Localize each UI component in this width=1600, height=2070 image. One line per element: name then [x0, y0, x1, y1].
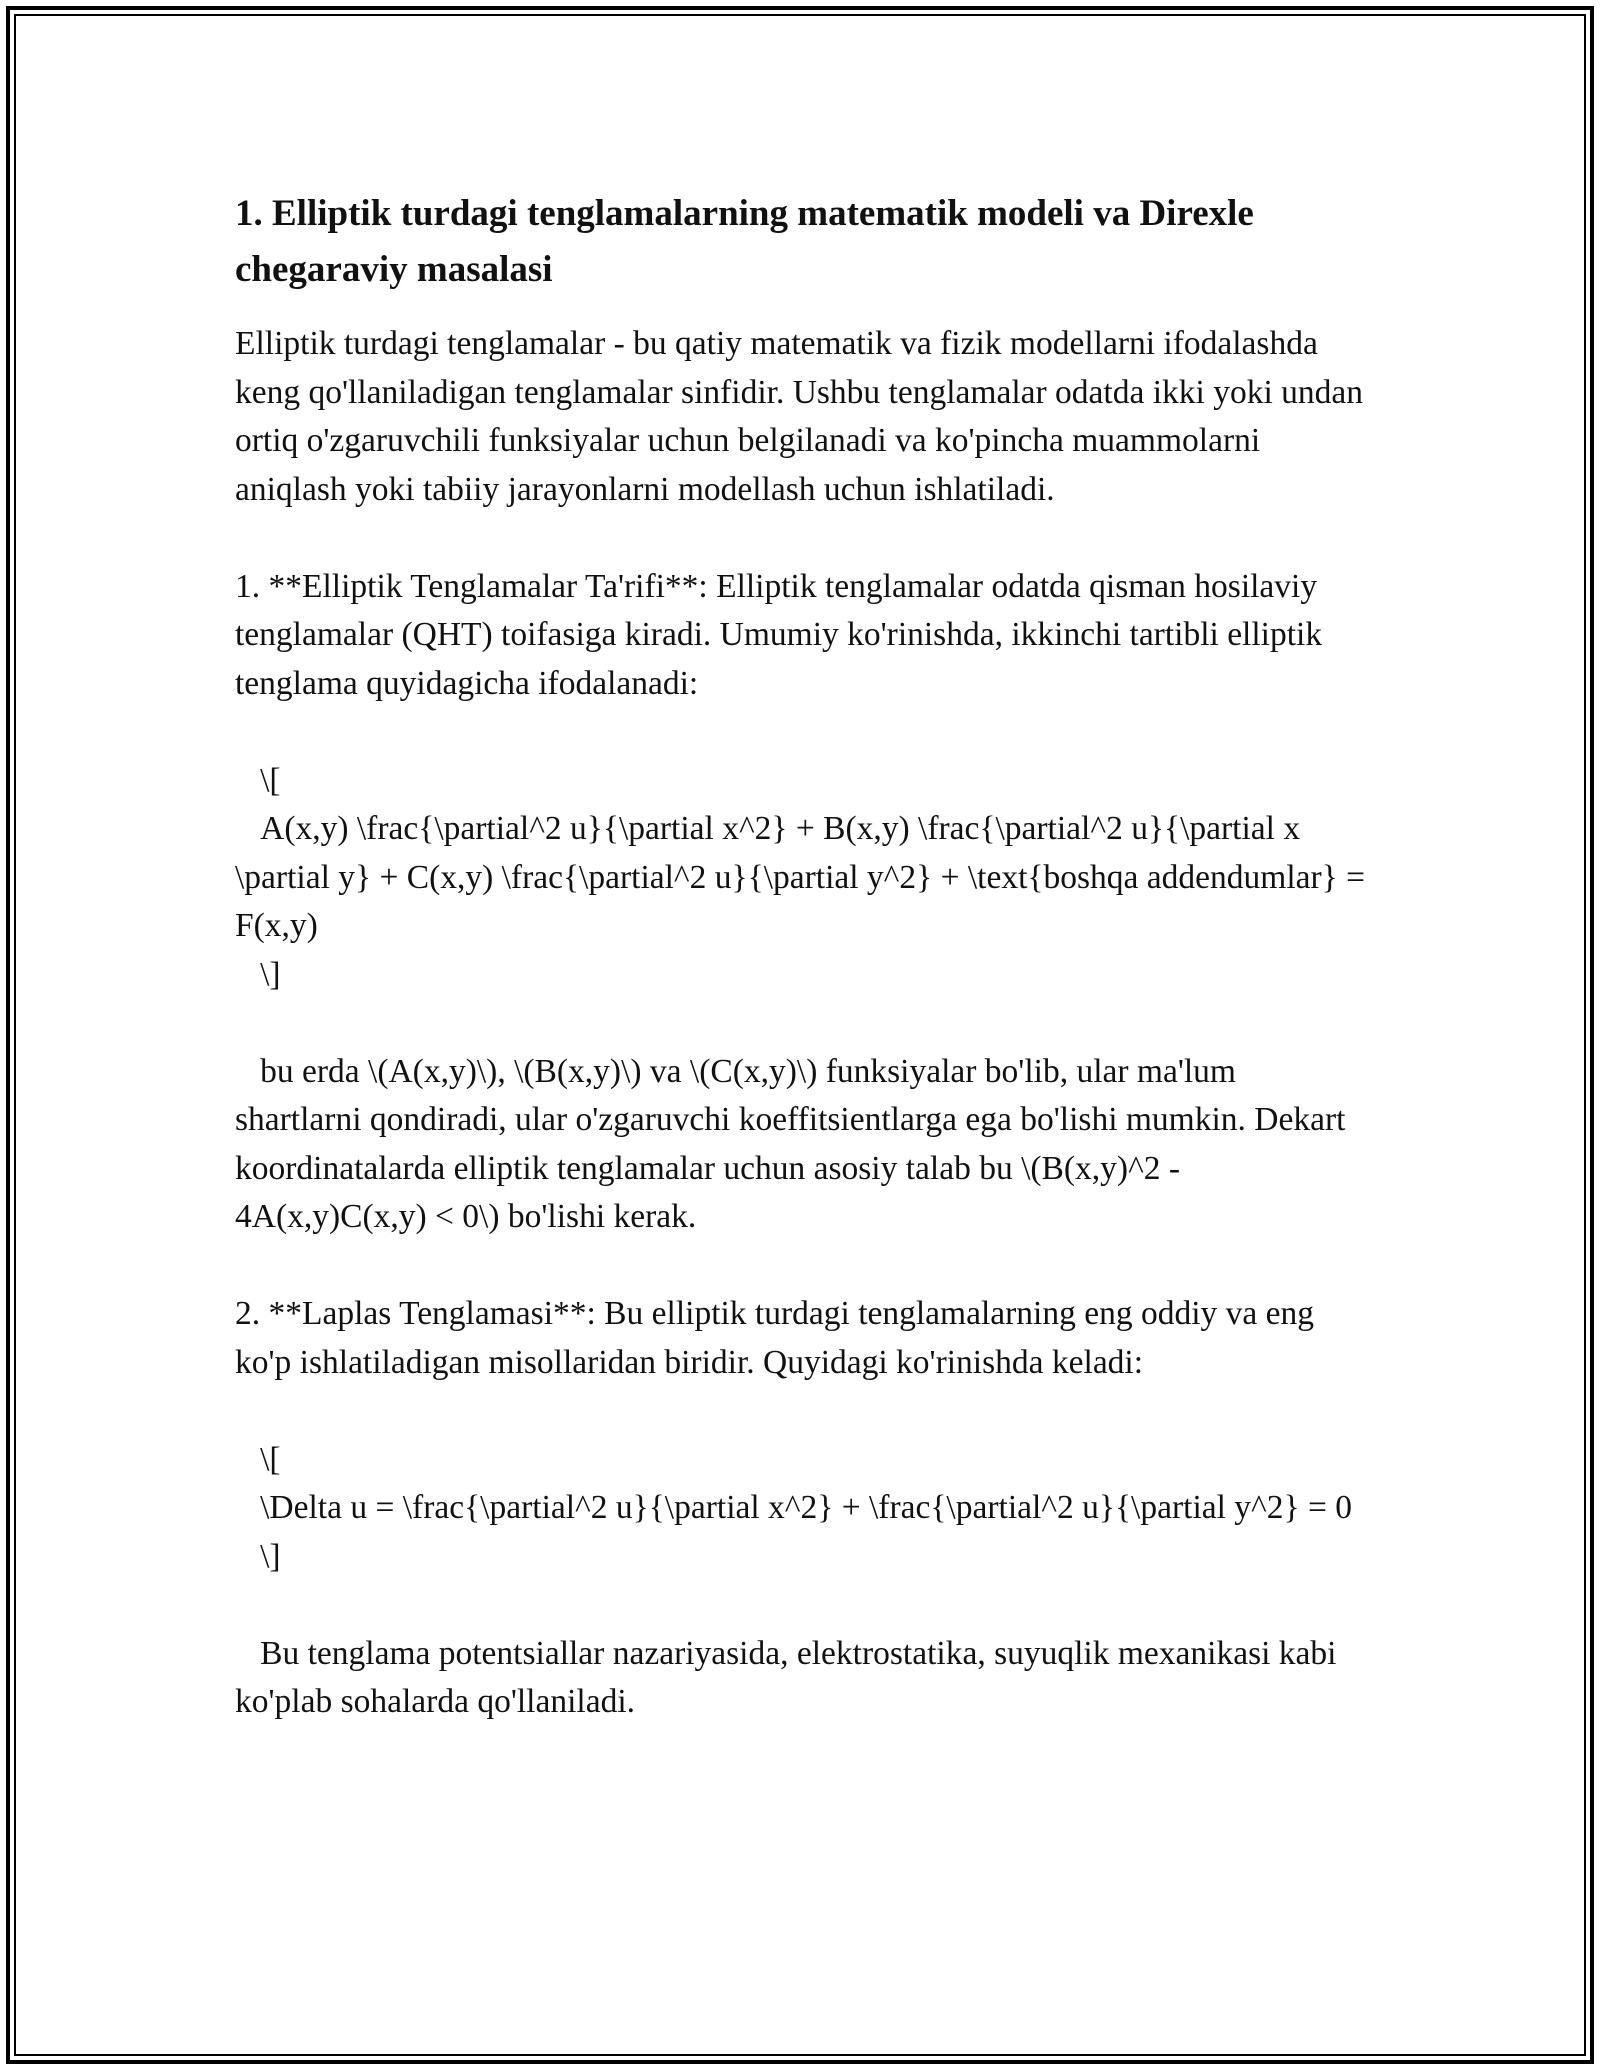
spacer — [235, 1387, 1370, 1436]
spacer — [235, 514, 1370, 563]
equation-2-open: \[ — [235, 1440, 281, 1478]
item-1-note: bu erda \(A(x,y)\), \(B(x,y)\) va \(C(x,y)\) funksiyalar bo'lib, ular ma'lum shartlarni qondiradi, ular o'zgaruvchi koeffitsientlarga ega bo'lishi mumkin. Dekart koordinatalarda elliptik tenglamalar uchun asosiy talab bu \(B(x,y)^2 - 4A(x,y)C(x,y) < 0\) bo'lishi kerak. — [235, 1052, 1354, 1235]
document-body — [235, 186, 1374, 1727]
section-heading: 1. Elliptik turdagi tenglamalarning matematik modeli va Direxle chegaraviy masalasi — [235, 193, 1254, 290]
equation-2-body: \Delta u = \frac{\partial^2 u}{\partial x^2} + \frac{\partial^2 u}{\partial y^2} = 0 — [235, 1489, 1352, 1526]
spacer — [235, 708, 1370, 757]
spacer — [235, 1581, 1370, 1630]
intro-paragraph: Elliptik turdagi tenglamalar - bu qatiy matematik va fizik modellarni ifodalashda keng qo'llaniladigan tenglamalar sinfidir. Ushbu tenglamalar odatda ikki yoki undan ortiq o'zgaruvchili funksiyalar uchun belgilanadi va ko'pincha muammolarni aniqlash yoki tabiiy jarayonlarni modellash uchun ishlatiladi. — [235, 325, 1372, 508]
spacer — [235, 1242, 1370, 1291]
equation-1-open: \[ — [235, 761, 281, 799]
equation-2-close: \] — [235, 1537, 281, 1575]
item-2-note: Bu tenglama potentsiallar nazariyasida, elektrostatika, suyuqlik mexanikasi kabi ko'plab sohalarda qo'llaniladi. — [235, 1634, 1345, 1720]
spacer — [235, 999, 1370, 1048]
item-1-paragraph: 1. **Elliptik Tenglamalar Ta'rifi**: Elliptik tenglamalar odatda qisman hosilaviy tenglamalar (QHT) toifasiga kiradi. Umumiy ko'rinishda, ikkinchi tartibli elliptik tenglama quyidagicha ifodalanadi: — [235, 567, 1331, 702]
item-2-paragraph: 2. **Laplas Tenglamasi**: Bu elliptik turdagi tenglamalarning eng oddiy va eng ko'p ishlatiladigan misollaridan biridir. Quyidagi ko'rinishda keladi: — [235, 1295, 1323, 1381]
equation-1-body: A(x,y) \frac{\partial^2 u}{\partial x^2} + B(x,y) \frac{\partial^2 u}{\partial x \partial y} + C(x,y) \frac{\partial^2 u}{\partial y^2} + \text{boshqa addendumlar} = F(x,y) — [235, 810, 1374, 944]
equation-1-close: \] — [235, 955, 281, 993]
